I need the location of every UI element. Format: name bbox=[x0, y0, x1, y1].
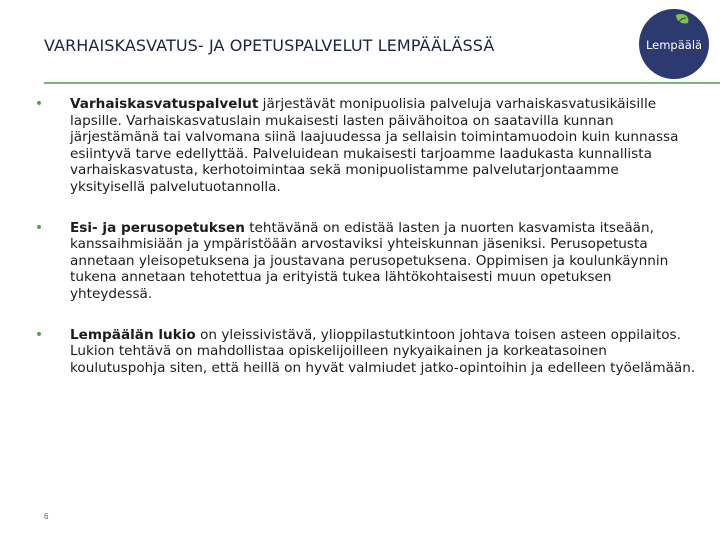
bullet-heading: Lempäälän lukio bbox=[70, 326, 196, 343]
logo-text: Lempäälä bbox=[645, 38, 703, 52]
bullet-text: järjestävät monipuolisia palveluja varhaiskasvatusikäisille lapsille. Varhaiskasvatuslain mukaisesti lasten päivähoitoa on saatavilla kunnan järjestämänä tai valvomana siinä laajuudessa ja sellaisin toimintamuodoin kuin kunnassa esiintyvä tarve edellyttää. Palveluidean mukaisesti tarjoamme laadukasta kunnallista varhaiskasvatusta, kerhotoimintaa sekä monipuolistamme palvelutarjontaamme yksityisellä palvelutuotannolla. bbox=[70, 96, 679, 195]
bullet-heading: Varhaiskasvatuspalvelut bbox=[70, 96, 259, 112]
slide-title: VARHAISKASVATUS- JA OPETUSPALVELUT LEMPÄÄLÄSSÄ bbox=[44, 36, 495, 55]
lempaala-logo bbox=[638, 8, 710, 80]
page-number: 6 bbox=[44, 512, 49, 521]
bullet-heading: Esi- ja perusopetuksen bbox=[70, 219, 245, 236]
bullet-upper-secondary bbox=[32, 327, 696, 377]
bullet-dot-icon: • bbox=[34, 96, 44, 112]
bullet-text: tehtävänä on edistää lasten ja nuorten kasvamista itseään, kanssaihmisiään ja ympäristöään arvostaviksi yhteiskunnan jäseniksi. Perusopetusta annetaan yleisopetuksena ja joustavana perusopetuksena. Oppimisen ja koulunkäynnin tukena annetaan tehotettua ja erityistä tukea lähtökohtaisesti muun opetuksen yhteydessä. bbox=[70, 219, 669, 302]
logo-emblem-icon bbox=[638, 8, 710, 80]
bullet-list bbox=[32, 96, 696, 376]
bullet-dot-icon: • bbox=[34, 219, 44, 236]
bullet-dot-icon: • bbox=[34, 326, 44, 343]
bullet-basic-education bbox=[32, 220, 696, 303]
header-divider bbox=[44, 82, 720, 84]
bullet-text: on yleissivistävä, ylioppilastutkintoon johtava toisen asteen oppilaitos. Lukion tehtävä on mahdollistaa opiskelijoilleen nykyaikainen ja korkeatasoinen koulutuspohja siten, että heillä on hyvät valmiudet jatko-opintoihin ja edelleen työelämään. bbox=[70, 326, 696, 376]
bullet-early-education bbox=[32, 96, 696, 196]
